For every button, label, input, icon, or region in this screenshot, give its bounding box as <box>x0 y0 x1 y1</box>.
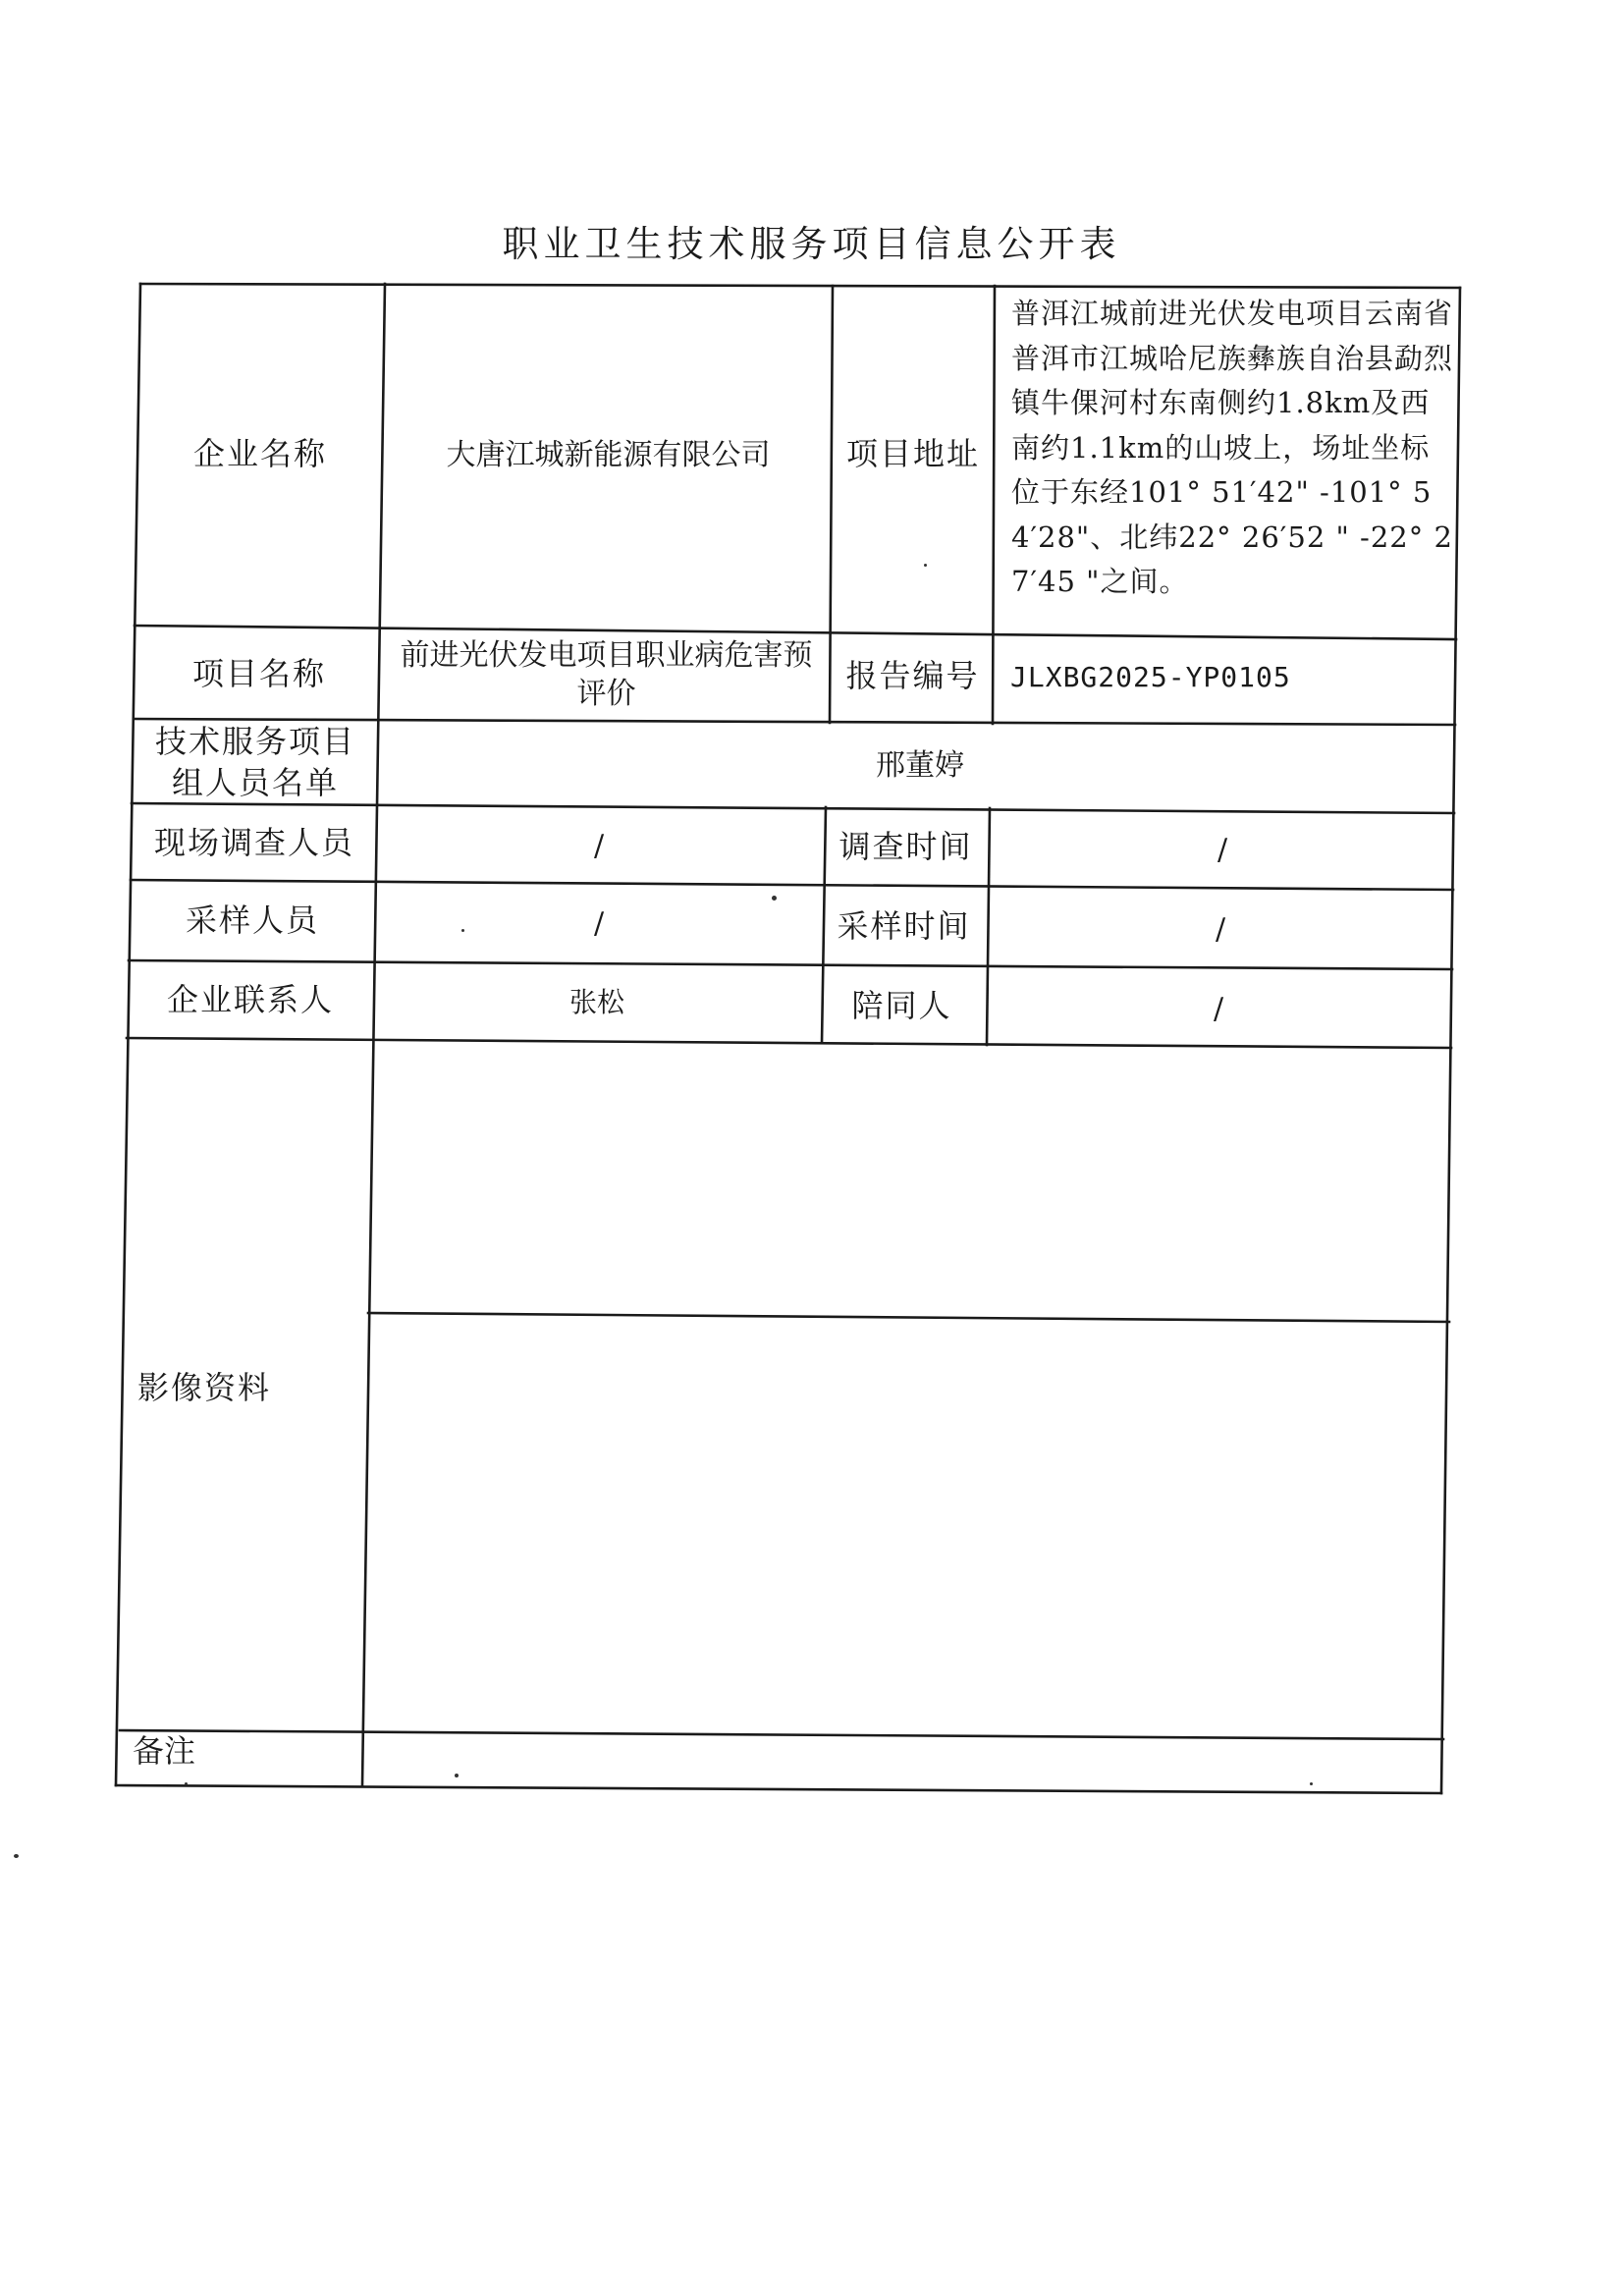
company-name-label: 企业名称 <box>192 435 327 473</box>
scan-speck <box>14 1854 19 1858</box>
scan-speck <box>924 564 927 567</box>
remarks-value <box>365 1736 1435 1787</box>
survey-personnel-value: / <box>593 828 605 863</box>
report-number-value: JLXBG2025-YP0105 <box>1010 660 1291 693</box>
scan-speck <box>461 929 464 932</box>
scan-speck <box>1310 1782 1313 1785</box>
company-contact-label: 企业联系人 <box>166 981 334 1019</box>
accompanying-person-label: 陪同人 <box>851 987 952 1025</box>
survey-personnel-label: 现场调查人员 <box>153 824 354 862</box>
document-title: 职业卫生技术服务项目信息公开表 <box>502 223 1121 265</box>
team-members-value: 邢董婷 <box>876 747 964 783</box>
project-name-label: 项目名称 <box>191 655 326 693</box>
image-materials-label: 影像资料 <box>137 1369 272 1406</box>
remarks-label: 备注 <box>133 1732 196 1770</box>
company-name-value: 大唐江城新能源有限公司 <box>446 437 771 472</box>
scan-speck <box>185 1782 188 1785</box>
project-address-label: 项目地址 <box>845 435 980 473</box>
report-number-label: 报告编号 <box>845 657 980 695</box>
sampler-label: 采样人员 <box>185 902 319 940</box>
survey-time-label: 调查时间 <box>839 828 973 866</box>
project-address-value: 普洱江城前进光伏发电项目云南省普洱市江城哈尼族彝族自治县勐烈镇牛倮河村东南侧约1.8km及西南约1.1km的山坡上，场址坐标位于东经101° 51′42" -101° 54′28"、北纬22° 26′52 " -22° 27′45 "之间。 <box>1011 297 1454 598</box>
company-contact-value: 张松 <box>568 985 624 1018</box>
project-name-value: 前进光伏发电项目职业病危害预评价 <box>400 638 813 711</box>
sampling-time-label: 采样时间 <box>837 907 971 946</box>
sampling-time-value: / <box>1215 911 1226 947</box>
accompanying-person-value: / <box>1213 991 1224 1026</box>
scan-speck <box>772 896 777 901</box>
survey-time-value: / <box>1217 832 1228 867</box>
sampler-value: / <box>593 905 605 941</box>
image-area-top <box>375 1053 1445 1310</box>
team-members-label: 技术服务项目组人员名单 <box>154 723 355 801</box>
image-area-bottom <box>371 1326 1441 1726</box>
scan-speck <box>455 1774 459 1777</box>
